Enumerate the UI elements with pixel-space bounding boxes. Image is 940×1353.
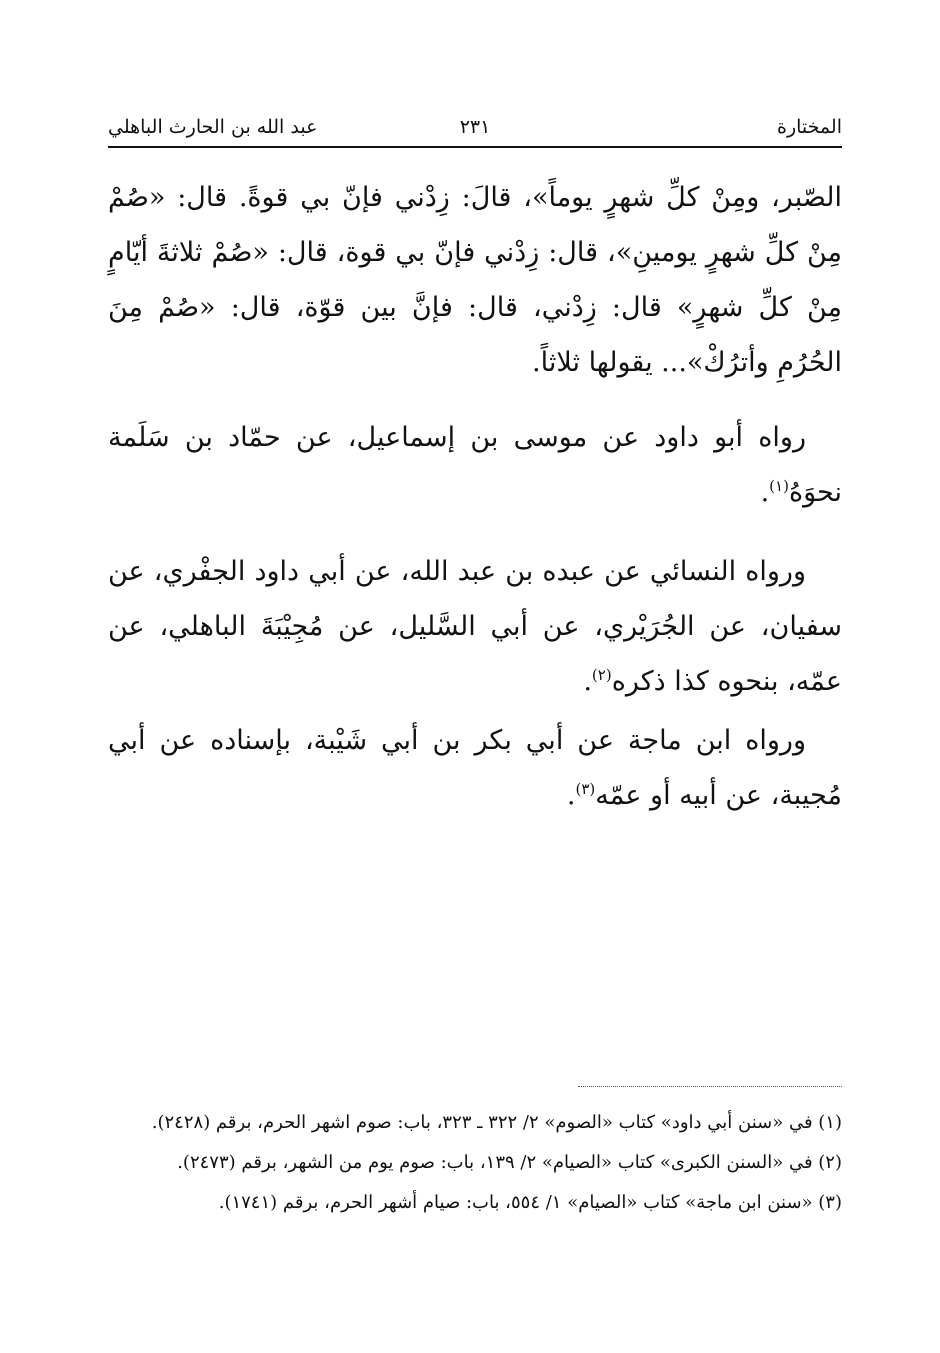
footnote: (٢) في «السنن الكبرى» كتاب «الصيام» ٢/ ١٣٩، باب: صوم يوم من الشهر، برقم (٢٤٧٣).	[177, 1152, 842, 1173]
page-number: ٢٣١	[459, 116, 491, 138]
paragraph-text: الصّبر، ومِنْ كلِّ شهرٍ يوماً»، قالَ: زِدْني فإنّ بي قوةً. قال: «صُمْ مِنْ كلِّ شهرٍ يومينِ»، قال: زِدْني فإنّ بي قوة، قال: «صُمْ ثلاثةَ أيّامٍ مِنْ كلِّ شهرٍ» قال: زِدْني، قال: فإنَّ بين قوّة، قال: «صُمْ مِنَ الحُرُمِ وأترُكْ»... يقولها ثلاثاً.	[108, 182, 842, 378]
main-text	[108, 170, 842, 823]
footnote-separator	[578, 1086, 842, 1087]
paragraph: ورواه النسائي عن عبده بن عبد الله، عن أبي داود الجفْري، عن سفيان، عن الجُرَيْري، عن أبي السَّليل، عن مُجِيْبَةَ الباهلي، عن عمّه، بنحوه كذا ذكره$^{(٢)}$.	[108, 556, 842, 697]
footnote-ref[interactable]: (١)	[769, 477, 789, 495]
running-header	[108, 110, 842, 148]
footnotes	[108, 1108, 842, 1228]
footnote: (١) في «سنن أبي داود» كتاب «الصوم» ٢/ ٣٢٢ ـ ٣٢٣، باب: صوم اشهر الحرم، برقم (٢٤٢٨).	[151, 1112, 842, 1133]
footnote-ref[interactable]: (٣)	[575, 780, 596, 798]
footnote: (٣) «سنن ابن ماجة» كتاب «الصيام» ١/ ٥٥٤، باب: صيام أشهر الحرم، برقم (١٧٤١).	[218, 1192, 842, 1213]
paragraph	[108, 170, 842, 390]
paragraph: رواه أبو داود عن موسى بن إسماعيل، عن حمّاد بن سَلَمة نحوَهُ$^{(١)}$.	[108, 422, 842, 508]
book-title: المختارة	[777, 116, 842, 138]
section-title: عبد الله بن الحارث الباهلي	[108, 116, 318, 138]
paragraph-text: ورواه ابن ماجة عن أبي بكر بن أبي شَيْبة، بإسناده عن أبي مُجيبة، عن أبيه أو عمّه	[108, 725, 842, 811]
page	[108, 110, 842, 1340]
paragraph: ورواه ابن ماجة عن أبي بكر بن أبي شَيْبة، بإسناده عن أبي مُجيبة، عن أبيه أو عمّه$^{(٣)}$.	[108, 725, 842, 811]
paragraph-text: رواه أبو داود عن موسى بن إسماعيل، عن حمّاد بن سَلَمة نحوَهُ	[108, 422, 842, 508]
footnote-ref[interactable]: (٢)	[591, 666, 612, 684]
paragraph-text: ورواه النسائي عن عبده بن عبد الله، عن أبي داود الجفْري، عن سفيان، عن الجُرَيْري، عن أبي السَّليل، عن مُجِيْبَةَ الباهلي، عن عمّه، بنحوه كذا ذكره	[108, 556, 842, 697]
